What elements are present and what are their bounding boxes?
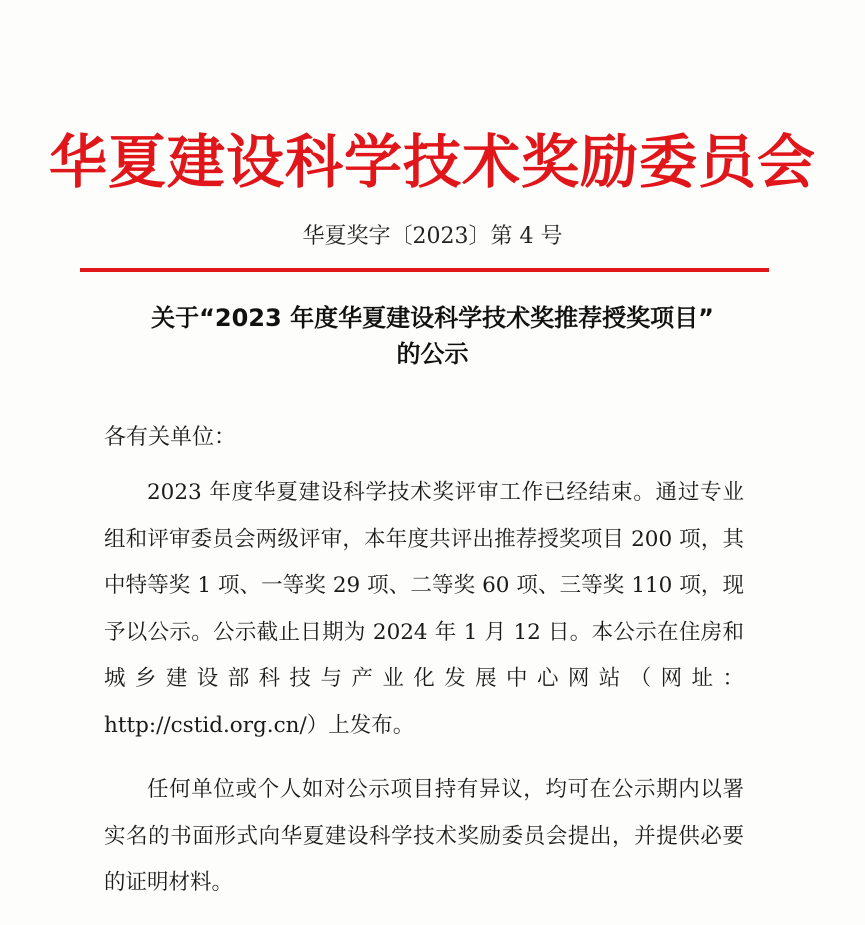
- notice-title: [60, 300, 805, 372]
- body-paragraph-1: 2023 年度华夏建设科学技术奖评审工作已经结束。通过专业组和评审委员会两级评审，本年度共评出推荐授奖项目 200 项，其中特等奖 1 项、一等奖 29 项、二等奖 60 项、三等奖 110 项，现予以公示。公示截止日期为 2024 年 1 月 12 日。本公示在住房和城乡建设部科技与产业化发展中心网站（网址：http://cstid.org.cn/）上发布。: [104, 480, 744, 738]
- notice-title-line-2: 的公示: [396, 340, 469, 368]
- document-number: 华夏奖字〔2023〕第 4 号: [302, 224, 563, 249]
- organization-letterhead: 华夏建设科学技术奖励委员会: [48, 128, 816, 196]
- body-paragraph-2: 任何单位或个人如对公示项目持有异议，均可在公示期内以署实名的书面形式向华夏建设科学技术奖励委员会提出，并提供必要的证明材料。: [104, 777, 744, 895]
- notice-title-line-1: 关于“2023 年度华夏建设科学技术奖推荐授奖项目”: [151, 304, 714, 332]
- salutation: 各有关单位：: [104, 425, 237, 450]
- notice-body: [104, 470, 744, 925]
- red-divider-line: [80, 268, 769, 272]
